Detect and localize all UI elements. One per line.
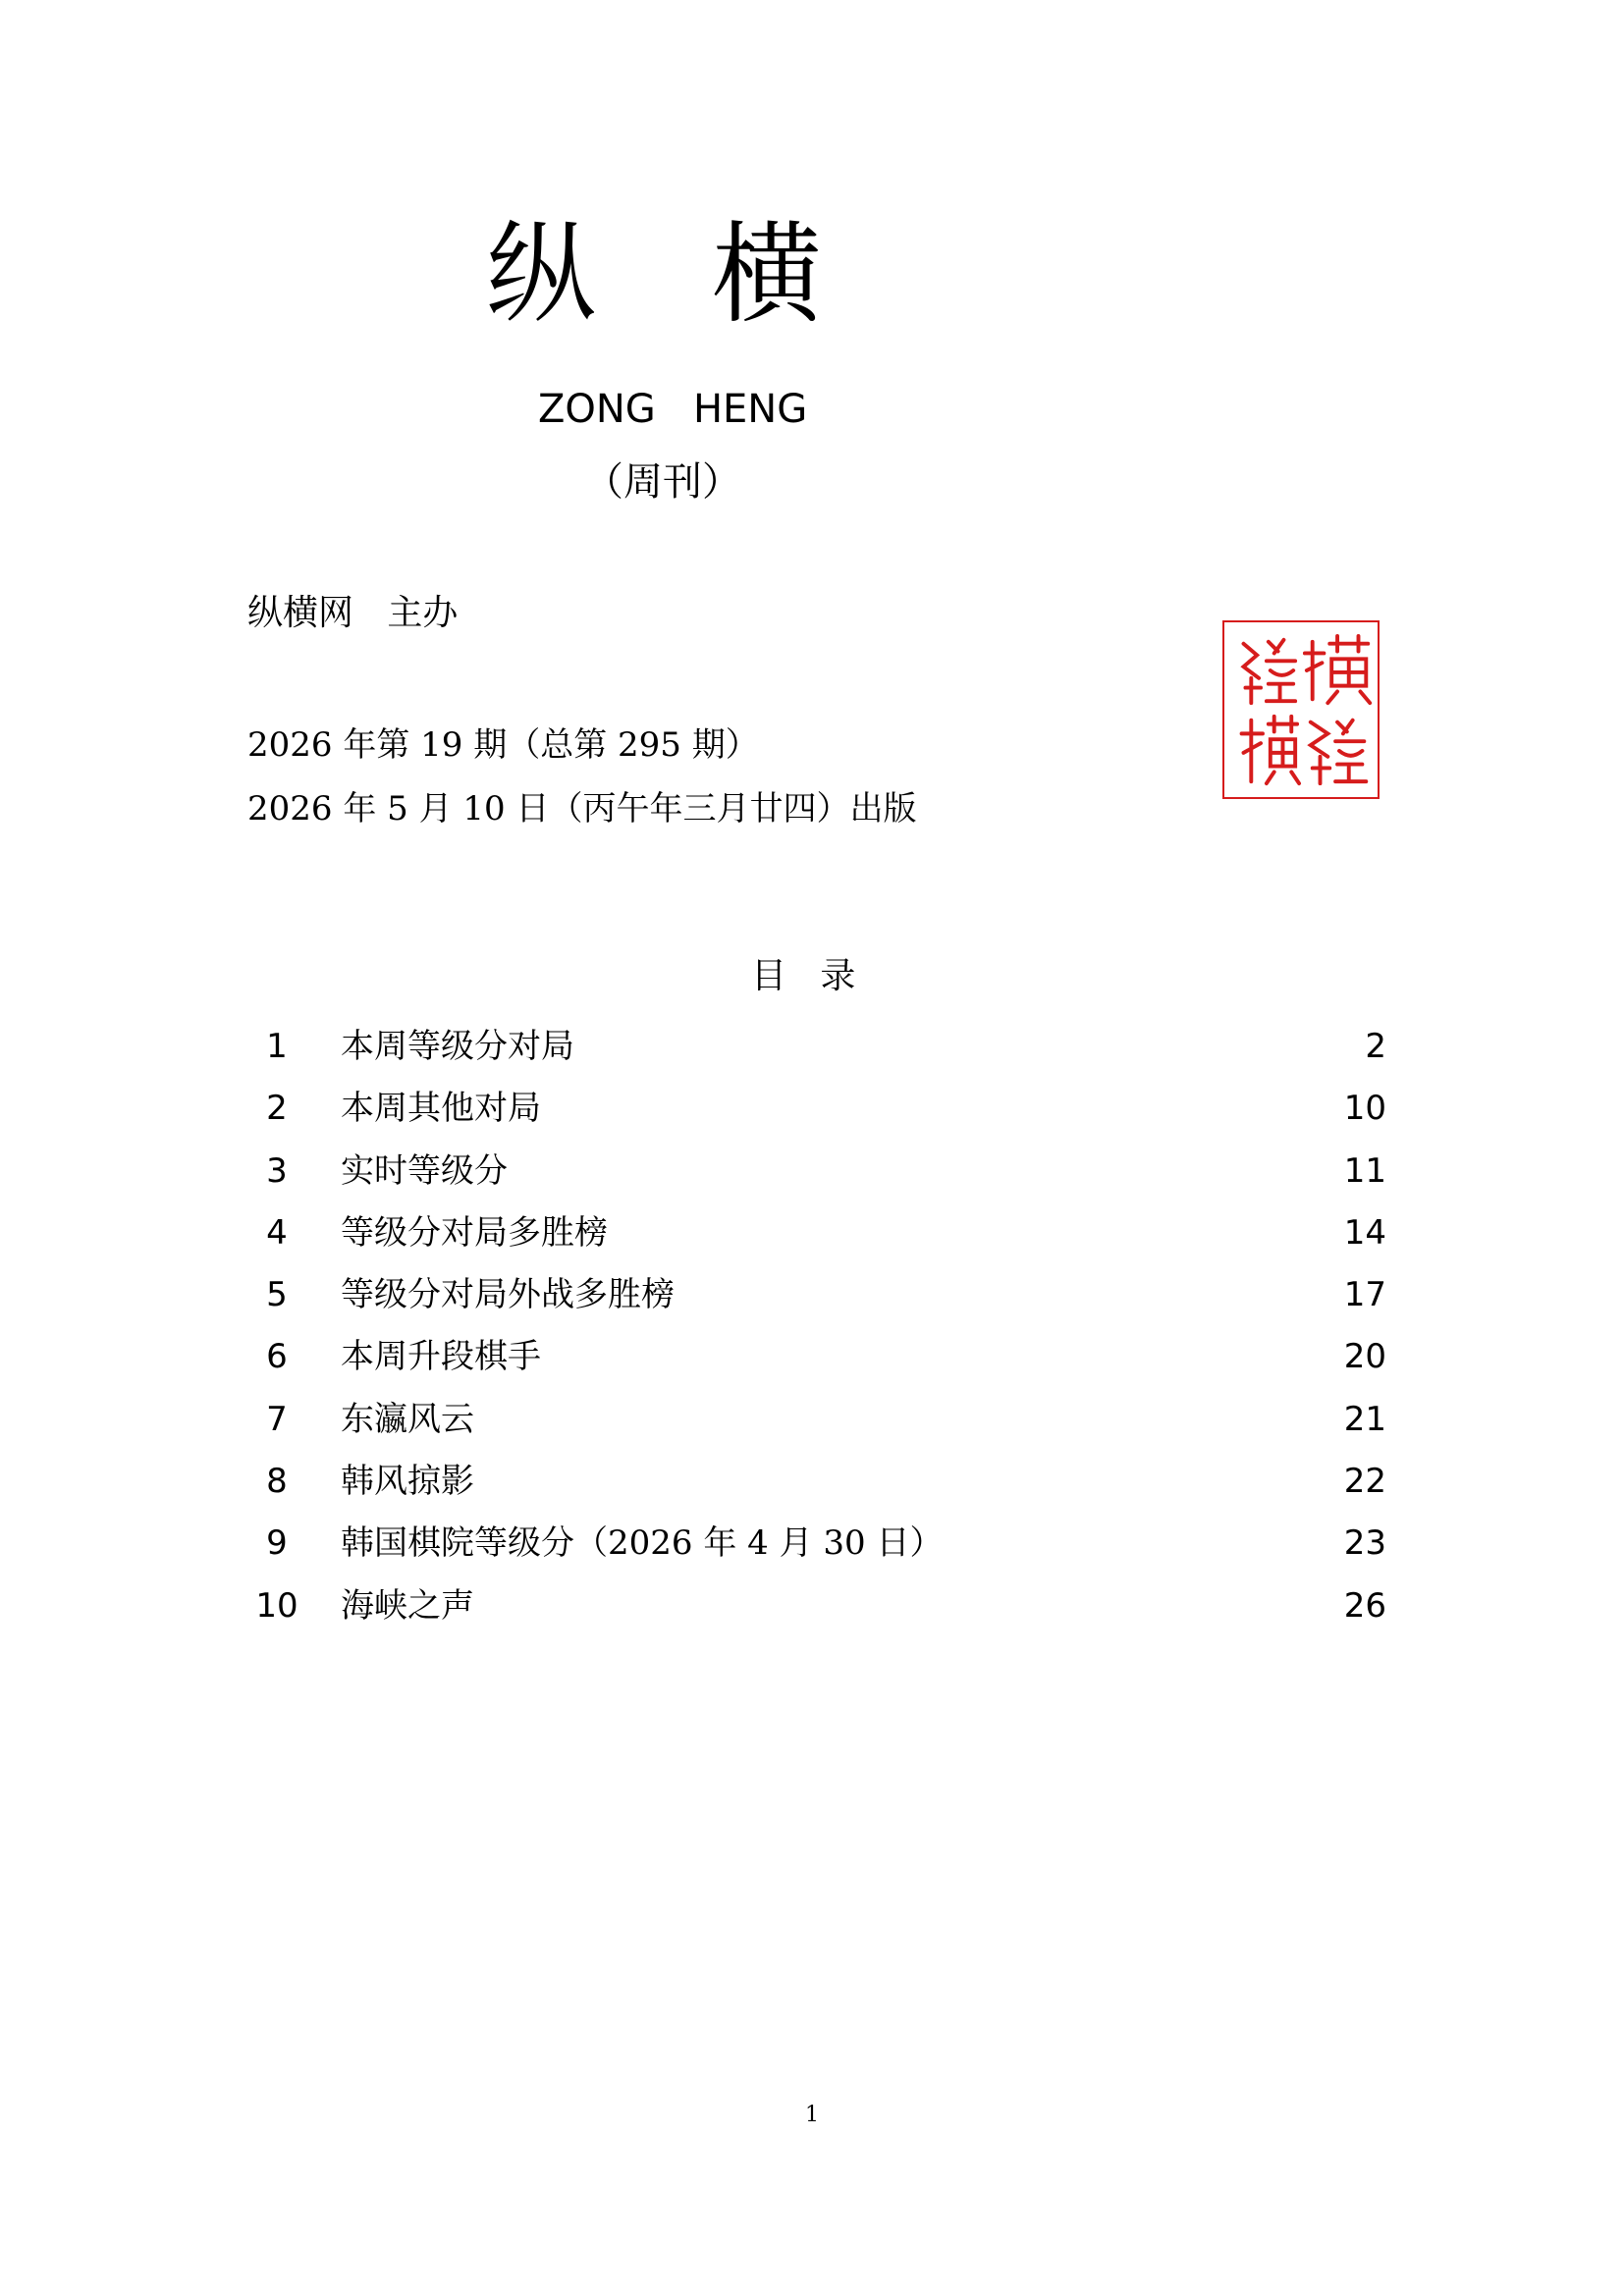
toc-entry-page: 20 bbox=[1343, 1337, 1386, 1377]
issue-number-line: 2026 年第 19 期（总第 295 期） bbox=[247, 725, 759, 765]
toc-entry-title: 本周升段棋手 bbox=[341, 1337, 541, 1377]
toc-entry-title: 东瀛风云 bbox=[341, 1399, 474, 1439]
toc-entry[interactable] bbox=[247, 1264, 1386, 1326]
title-english: ZONG HENG bbox=[538, 387, 808, 432]
toc-entry[interactable] bbox=[247, 1389, 1386, 1451]
toc-entry-page: 10 bbox=[1343, 1089, 1386, 1129]
toc-entry-title: 实时等级分 bbox=[341, 1150, 508, 1191]
toc-entry-number: 1 bbox=[266, 1027, 288, 1066]
toc-entry-title: 本周等级分对局 bbox=[341, 1027, 574, 1066]
toc-entry-page: 26 bbox=[1343, 1585, 1386, 1626]
page-number: 1 bbox=[805, 2103, 819, 2127]
red-seal-stamp bbox=[1222, 620, 1380, 799]
toc-entry[interactable] bbox=[247, 1451, 1386, 1513]
table-of-contents bbox=[247, 1016, 1386, 1637]
toc-entry-number: 10 bbox=[255, 1585, 298, 1626]
organizer-line: 纵横网 主办 bbox=[247, 593, 459, 633]
toc-entry-page: 21 bbox=[1343, 1399, 1386, 1439]
toc-entry[interactable] bbox=[247, 1078, 1386, 1140]
publication-frequency: （周刊） bbox=[584, 459, 741, 505]
toc-entry-number: 2 bbox=[266, 1089, 288, 1129]
toc-entry[interactable] bbox=[247, 1326, 1386, 1388]
issue-date-line: 2026 年 5 月 10 日（丙午年三月廿四）出版 bbox=[247, 789, 917, 828]
toc-entry[interactable] bbox=[247, 1141, 1386, 1202]
toc-entry-number: 8 bbox=[266, 1462, 288, 1502]
title-chinese bbox=[486, 206, 839, 344]
toc-entry-number: 5 bbox=[266, 1275, 288, 1315]
toc-entry-page: 23 bbox=[1343, 1523, 1386, 1564]
toc-entry-page: 2 bbox=[1365, 1027, 1386, 1066]
toc-entry-title: 本周其他对局 bbox=[341, 1089, 541, 1129]
toc-entry-title: 海峡之声 bbox=[341, 1585, 474, 1626]
toc-entry-page: 11 bbox=[1343, 1150, 1386, 1191]
toc-entry-number: 7 bbox=[266, 1399, 288, 1439]
toc-entry-title: 等级分对局多胜榜 bbox=[341, 1212, 608, 1253]
toc-entry[interactable] bbox=[247, 1016, 1386, 1078]
toc-entry-number: 9 bbox=[266, 1523, 288, 1564]
title-char-zong: 纵 bbox=[486, 211, 596, 339]
toc-entry-page: 17 bbox=[1343, 1275, 1386, 1315]
toc-entry[interactable] bbox=[247, 1575, 1386, 1637]
toc-entry-title: 韩国棋院等级分（2026 年 4 月 30 日） bbox=[341, 1523, 944, 1564]
toc-heading: 目 录 bbox=[751, 956, 856, 996]
toc-entry-number: 4 bbox=[266, 1212, 288, 1253]
toc-entry-page: 14 bbox=[1343, 1212, 1386, 1253]
toc-entry[interactable] bbox=[247, 1202, 1386, 1264]
toc-entry-number: 3 bbox=[266, 1150, 288, 1191]
toc-entry[interactable] bbox=[247, 1513, 1386, 1575]
toc-entry-page: 22 bbox=[1343, 1462, 1386, 1502]
toc-entry-number: 6 bbox=[266, 1337, 288, 1377]
title-char-heng: 横 bbox=[712, 211, 822, 339]
toc-entry-title: 韩风掠影 bbox=[341, 1462, 474, 1502]
seal-script-graphic bbox=[1224, 622, 1378, 797]
toc-entry-title: 等级分对局外战多胜榜 bbox=[341, 1275, 675, 1315]
